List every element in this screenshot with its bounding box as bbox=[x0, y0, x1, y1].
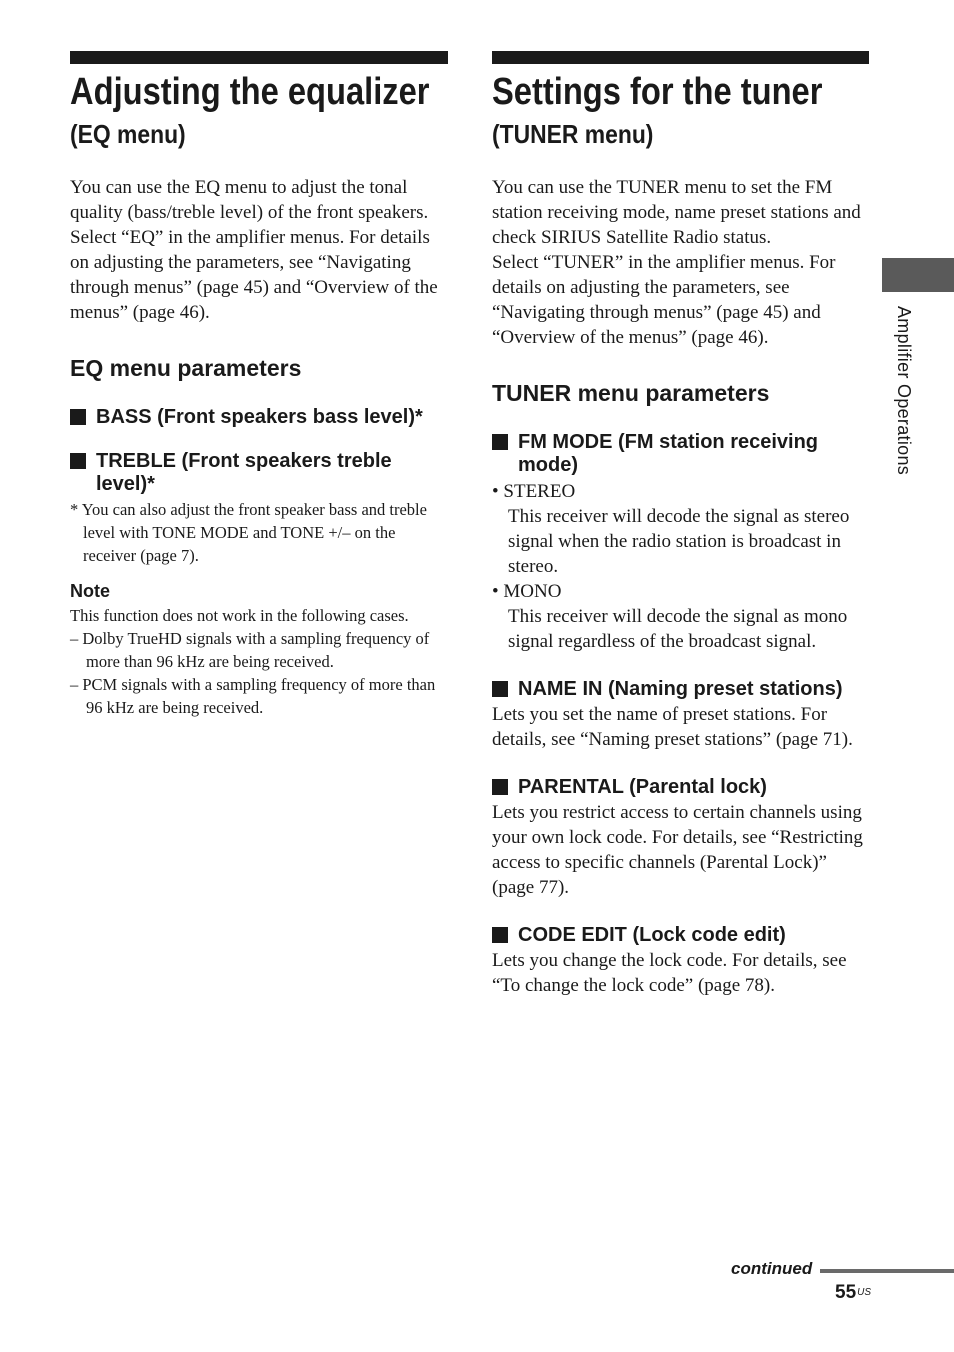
eq-intro-paragraph-1: You can use the EQ menu to adjust the tonal quality (bass/treble level) of the front speakers. bbox=[70, 177, 429, 223]
section-title-equalizer: Adjusting the equalizer bbox=[70, 71, 430, 113]
section-subtitle-eq-menu: (EQ menu) bbox=[70, 119, 186, 149]
square-bullet-icon bbox=[492, 681, 508, 697]
name-in-text: Lets you set the name of preset stations. For details, see “Naming preset stations” (page 71). bbox=[492, 704, 853, 750]
section-title-tuner: Settings for the tuner bbox=[492, 71, 823, 113]
note-item: – Dolby TrueHD signals with a sampling frequency of more than 96 kHz are being received. bbox=[70, 629, 430, 671]
eq-footnote: * You can also adjust the front speaker bass and treble level with TONE MODE and TONE +/– on the receiver (page 7). bbox=[70, 500, 427, 565]
param-heading-name-in bbox=[492, 678, 869, 701]
square-bullet-icon bbox=[70, 453, 86, 469]
fm-option-stereo: • STEREO bbox=[492, 481, 576, 502]
tuner-intro-paragraph-1: You can use the TUNER menu to set the FM station receiving mode, name preset stations and check SIRIUS Satellite Radio status. bbox=[492, 177, 861, 248]
section-rule bbox=[492, 51, 869, 64]
code-edit-text: Lets you change the lock code. For details, see “To change the lock code” (page 78). bbox=[492, 950, 847, 996]
note-heading: Note bbox=[70, 581, 110, 601]
tuner-params-heading: TUNER menu parameters bbox=[492, 380, 770, 406]
tuner-intro-paragraph-2: Select “TUNER” in the amplifier menus. For details on adjusting the parameters, see “Navigating through menus” (page 45) and “Overview of the menus” (page 46). bbox=[492, 252, 836, 348]
left-column bbox=[70, 51, 448, 719]
param-heading-treble bbox=[70, 450, 448, 496]
param-heading-text: TREBLE (Front speakers treble level)* bbox=[96, 450, 392, 495]
square-bullet-icon bbox=[492, 434, 508, 450]
param-heading-text: PARENTAL (Parental lock) bbox=[518, 776, 767, 798]
param-heading-text: FM MODE (FM station receiving mode) bbox=[518, 431, 819, 476]
fm-option-mono: • MONO bbox=[492, 581, 562, 602]
continued-rule bbox=[820, 1269, 954, 1273]
note-text: This function does not work in the following cases. bbox=[70, 606, 409, 625]
param-heading-code-edit bbox=[492, 924, 869, 947]
param-heading-text: CODE EDIT (Lock code edit) bbox=[518, 924, 786, 946]
param-heading-text: NAME IN (Naming preset stations) bbox=[518, 678, 843, 700]
section-rule bbox=[70, 51, 448, 64]
page-number-suffix: US bbox=[857, 1287, 872, 1298]
square-bullet-icon bbox=[70, 409, 86, 425]
eq-intro-paragraph-2: Select “EQ” in the amplifier menus. For details on adjusting the parameters, see “Navigating through menus” (page 45) and “Overview of the menus” (page 46). bbox=[70, 227, 438, 323]
chapter-tab-marker bbox=[882, 258, 954, 292]
param-heading-text: BASS (Front speakers bass level)* bbox=[96, 406, 423, 428]
fm-option-mono-desc: This receiver will decode the signal as mono signal regardless of the broadcast signal. bbox=[508, 606, 848, 652]
eq-params-heading: EQ menu parameters bbox=[70, 355, 302, 381]
square-bullet-icon bbox=[492, 927, 508, 943]
right-column bbox=[492, 51, 869, 998]
square-bullet-icon bbox=[492, 779, 508, 795]
continued-label: continued bbox=[731, 1259, 813, 1278]
page-number-value: 55 bbox=[835, 1282, 857, 1303]
section-subtitle-tuner-menu: (TUNER menu) bbox=[492, 119, 654, 149]
param-heading-parental bbox=[492, 776, 869, 799]
param-heading-fm-mode bbox=[492, 431, 869, 477]
param-heading-bass bbox=[70, 406, 448, 429]
fm-option-stereo-desc: This receiver will decode the signal as stereo signal when the radio station is broadcast in stereo. bbox=[508, 506, 850, 577]
note-item: – PCM signals with a sampling frequency of more than 96 kHz are being received. bbox=[70, 675, 436, 717]
parental-text: Lets you restrict access to certain channels using your own lock code. For details, see “Restricting access to specific channels (Parental Lock)” (page 77). bbox=[492, 802, 863, 898]
chapter-side-label: Amplifier Operations bbox=[894, 306, 914, 476]
page-number bbox=[835, 1281, 871, 1305]
